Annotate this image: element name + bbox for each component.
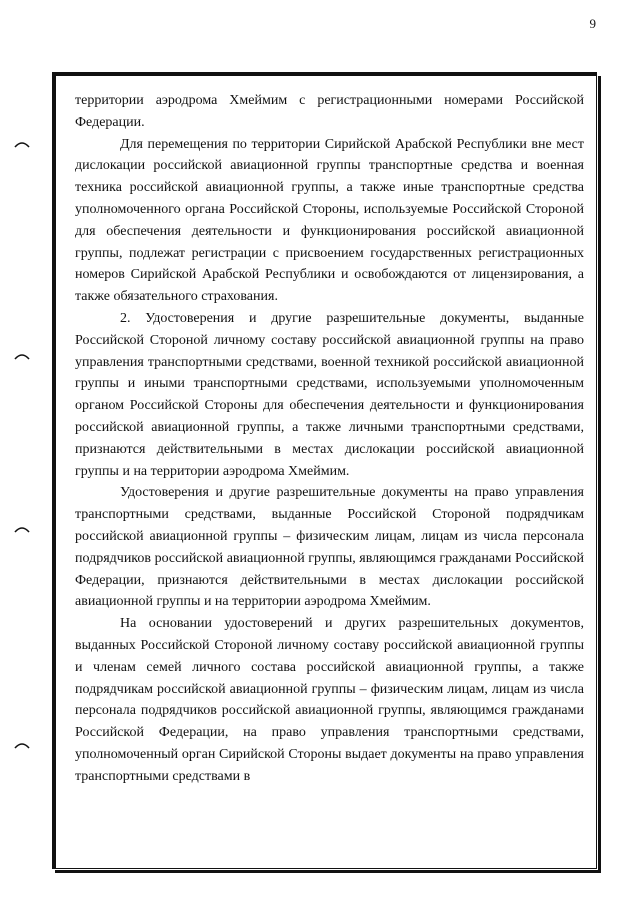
paragraph-vehicle-registration: Для перемещения по территории Сирийской Арабской Республики вне мест дислокации российской авиационной группы транспортные средства и военная техника российской авиационной группы, а также иные транспортные средства уполномоченного органа Российской Стороны, используемые Российской Стороной для обеспечения деятельности и функционирования российской авиационной группы, подлежат регистрации с присвоением государственных регистрационных номеров Сирийской Арабской Республики и освобождаются от лицензирования, а также обязательного страхования. bbox=[75, 136, 584, 305]
binder-hole-mark bbox=[14, 140, 30, 148]
paragraph-syrian-documents: На основании удостоверений и других разрешительных документов, выданных Российской Стороной личному составу российской авиационной группы и членам семей личного состава российской авиационной группы, а также подрядчикам российской авиационной группы – физическим лицам, лицам из числа персонала подрядчиков российской авиационной группы, являющимся гражданами Российской Федерации, на право управления транспортными средствами, уполномоченный орган Сирийской Стороны выдает документы на право управления транспортными средствами в bbox=[75, 616, 584, 784]
paragraph-contractor-licenses: Удостоверения и другие разрешительные документы на право управления транспортными средствами, выданные Российской Стороной подрядчикам российской авиационной группы – физическим лицам, лицам из числа персонала подрядчиков российской авиационной группы, являющимся гражданами Российской Федерации, признаются действительными в местах дислокации российской авиационной группы и на территории аэродрома Хмеймим. bbox=[75, 485, 584, 610]
binder-hole-mark bbox=[14, 525, 30, 533]
binder-hole-mark bbox=[14, 741, 30, 749]
paragraph-continuation: территории аэродрома Хмеймим с регистрационными номерами Российской Федерации. bbox=[75, 93, 584, 130]
document-body bbox=[75, 90, 584, 788]
page-number: 9 bbox=[589, 16, 596, 31]
paragraph-section-2: 2. Удостоверения и другие разрешительные документы, выданные Российской Стороной личному составу российской авиационной группы на право управления транспортными средствами, военной техникой российской авиационной группы и иными транспортными средствами, используемыми уполномоченным органом Российской Стороны для обеспечения деятельности и функционирования российской авиационной группы, а также личными транспортными средствами, признаются действительными в местах дислокации российской авиационной группы и на территории аэродрома Хмеймим. bbox=[75, 310, 584, 479]
binder-hole-mark bbox=[14, 352, 30, 360]
